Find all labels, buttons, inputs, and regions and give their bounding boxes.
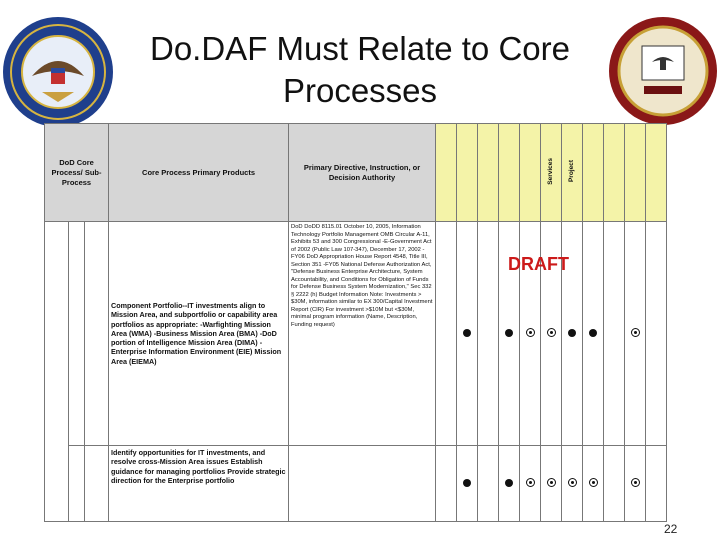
header-col-9 xyxy=(604,124,625,222)
header-col-4 xyxy=(499,124,520,222)
row2-mark-8 xyxy=(583,446,604,522)
ring-dot-icon xyxy=(526,328,535,337)
ring-dot-icon xyxy=(547,328,556,337)
filled-dot-icon xyxy=(589,329,597,337)
header-col-project xyxy=(562,124,583,222)
row2-mark-4 xyxy=(499,446,520,522)
title-line-1: Do.DAF Must Relate to Core xyxy=(150,30,570,67)
row2-mark-6 xyxy=(541,446,562,522)
ring-dot-icon xyxy=(547,478,556,487)
row2-mark-1 xyxy=(436,446,457,522)
header-col-5 xyxy=(520,124,541,222)
header-core-process: DoD Core Process/ Sub-Process xyxy=(45,124,109,222)
title-line-2: Processes xyxy=(282,72,438,109)
header-primary-products: Core Process Primary Products xyxy=(109,124,289,222)
page-title xyxy=(120,28,600,112)
row2-directive xyxy=(289,446,436,522)
row1-mark-3 xyxy=(478,222,499,446)
subprocess-cell-2 xyxy=(85,446,109,522)
filled-dot-icon xyxy=(463,329,471,337)
row1-mark-10 xyxy=(625,222,646,446)
header-col-11 xyxy=(646,124,667,222)
row1-mark-2 xyxy=(457,222,478,446)
ring-dot-icon xyxy=(526,478,535,487)
row2-mark-7 xyxy=(562,446,583,522)
header-col-2 xyxy=(457,124,478,222)
ring-dot-icon xyxy=(631,328,640,337)
filled-dot-icon xyxy=(568,329,576,337)
ring-dot-icon xyxy=(568,478,577,487)
department-of-defense-seal-icon xyxy=(2,16,114,128)
subprocess-side-cell-2 xyxy=(69,446,85,522)
filled-dot-icon xyxy=(505,329,513,337)
row2-mark-2 xyxy=(457,446,478,522)
row1-directive: DoD DoDD 8115.01 October 10, 2005, Information Technology Portfolio Management OMB Circular A-11, Exhibits 53 and 300 Congressional -E-Government Act of 2002 (Public Law 107-347), December 17, 2002 -FY06 DoD Appropriation House Report 4548, Title III, Section 351 -FY05 National Defense Authorization Act, "Defense Business Enterprise Architecture, System Accountability, and Conditions for Obligation of Funds for Defense Business System Modernization," Sec 332 § 2222 (h) Budget Information Note: Investments > $30M, information similar to EX 300/Capital Investment Report (CIR) For investment >$10M but <$30M, minimal program information (Name, Description, Funding request) xyxy=(289,222,436,446)
row1-mark-11 xyxy=(646,222,667,446)
row2-mark-10 xyxy=(625,446,646,522)
row2-mark-9 xyxy=(604,446,625,522)
filled-dot-icon xyxy=(505,479,513,487)
row1-mark-9 xyxy=(604,222,625,446)
row2-mark-3 xyxy=(478,446,499,522)
row2-mark-5 xyxy=(520,446,541,522)
header-project-label: Project xyxy=(568,159,576,183)
core-process-table xyxy=(44,123,666,521)
header-col-1 xyxy=(436,124,457,222)
row1-products: Component Portfolio--IT investments align to Mission Area, and subportfolio or capability area portfolios as appropriate: -Warfighting Mission Area (WMA) -Business Mission Area (BMA) -DoD portion of Intelligence Mission Area (DIMA) -Enterprise Information Environment (EIE) Mission Area (EIEMA) xyxy=(109,222,289,446)
draft-watermark: DRAFT xyxy=(508,254,569,274)
row2-products: Identify opportunities for IT investments, and resolve cross-Mission Area issues Establish guidance for managing portfolios Provide strategic direction for the Enterprise portfolio xyxy=(109,446,289,522)
ring-dot-icon xyxy=(589,478,598,487)
process-side-cell xyxy=(45,222,69,522)
row2-mark-11 xyxy=(646,446,667,522)
dod-cio-seal-icon xyxy=(608,16,718,126)
row1-mark-8 xyxy=(583,222,604,446)
header-col-3 xyxy=(478,124,499,222)
header-col-8 xyxy=(583,124,604,222)
page-number: 22 xyxy=(664,522,678,536)
row1-mark-1 xyxy=(436,222,457,446)
header-col-services xyxy=(541,124,562,222)
header-services-label: Services xyxy=(547,157,555,185)
header-directive: Primary Directive, Instruction, or Decision Authority xyxy=(289,124,436,222)
filled-dot-icon xyxy=(463,479,471,487)
header-col-10 xyxy=(625,124,646,222)
ring-dot-icon xyxy=(631,478,640,487)
subprocess-side-cell xyxy=(69,222,85,446)
subprocess-cell xyxy=(85,222,109,446)
